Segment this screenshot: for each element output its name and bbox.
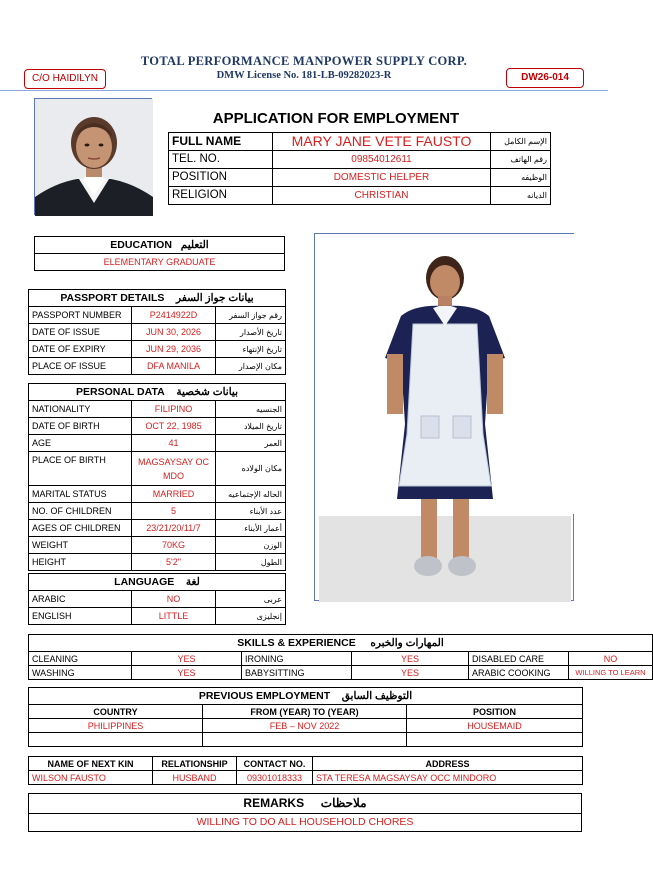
language-table bbox=[28, 573, 286, 625]
passport-row-value: JUN 29, 2036 bbox=[132, 341, 216, 358]
table-row bbox=[29, 757, 583, 771]
remarks-value: WILLING TO DO ALL HOUSEHOLD CHORES bbox=[29, 814, 582, 832]
skills-title: SKILLS & EXPERIENCE bbox=[237, 636, 356, 649]
table-row bbox=[29, 324, 286, 341]
personal-row-arabic: عدد الأبناء bbox=[216, 503, 286, 520]
previous-header bbox=[29, 688, 583, 705]
passport-row-arabic: تاريخ الإنتهاء bbox=[216, 341, 286, 358]
language-row-value: NO bbox=[132, 591, 216, 608]
table-row bbox=[29, 486, 286, 503]
personal-row-value: 5'2" bbox=[132, 554, 216, 571]
previous-cell bbox=[29, 733, 203, 747]
kin-column-header: ADDRESS bbox=[313, 757, 583, 771]
education-arabic: التعليم bbox=[180, 238, 209, 251]
headshot-photo bbox=[34, 98, 152, 215]
skills-arabic: المهارات والخبره bbox=[370, 636, 444, 649]
skill-label: BABYSITTING bbox=[242, 666, 352, 680]
education-value: ELEMENTARY GRADUATE bbox=[35, 254, 285, 271]
personal-row-arabic: الجنسيه bbox=[216, 401, 286, 418]
personal-row-value bbox=[132, 452, 216, 486]
kin-name: WILSON FAUSTO bbox=[29, 771, 153, 785]
skill-label: CLEANING bbox=[29, 652, 132, 666]
passport-row-arabic: تاريخ الأصدار bbox=[216, 324, 286, 341]
remarks-arabic: ملاحظات bbox=[320, 796, 367, 810]
table-row bbox=[29, 635, 653, 652]
personal-row-label: MARITAL STATUS bbox=[29, 486, 132, 503]
language-arabic: لغة bbox=[185, 575, 200, 588]
position-arabic: الوظيفه bbox=[491, 169, 551, 187]
full-name-arabic: الإسم الكامل bbox=[491, 133, 551, 151]
next-of-kin-table bbox=[28, 756, 583, 785]
passport-row-label: PLACE OF ISSUE bbox=[29, 358, 132, 375]
care-of-tag: C/O HAIDILYN bbox=[24, 69, 106, 89]
table-row bbox=[169, 133, 551, 151]
education-title: EDUCATION bbox=[110, 238, 172, 251]
table-row bbox=[29, 341, 286, 358]
personal-row-label: AGE bbox=[29, 435, 132, 452]
tel-label: TEL. NO. bbox=[169, 151, 273, 169]
passport-title: PASSPORT DETAILS bbox=[60, 291, 165, 304]
position-value: DOMESTIC HELPER bbox=[273, 169, 491, 187]
table-row bbox=[29, 574, 286, 591]
passport-row-value: JUN 30, 2026 bbox=[132, 324, 216, 341]
personal-data-table bbox=[28, 383, 286, 571]
page-title: APPLICATION FOR EMPLOYMENT bbox=[212, 110, 460, 127]
personal-title: PERSONAL DATA bbox=[75, 385, 165, 398]
table-row bbox=[29, 554, 286, 571]
personal-row-value: 70KG bbox=[132, 537, 216, 554]
language-row-arabic: إنجليزى bbox=[216, 608, 286, 625]
skill-label: DISABLED CARE bbox=[469, 652, 569, 666]
remarks-header bbox=[29, 794, 582, 814]
table-row bbox=[29, 384, 286, 401]
skill-label: ARABIC COOKING bbox=[469, 666, 569, 680]
main-info-table bbox=[168, 132, 551, 205]
kin-contact: 09301018333 bbox=[237, 771, 313, 785]
kin-relationship: HUSBAND bbox=[153, 771, 237, 785]
language-row-arabic: عربى bbox=[216, 591, 286, 608]
education-header bbox=[35, 237, 285, 254]
table-row bbox=[35, 254, 285, 271]
personal-row-value: MARRIED bbox=[132, 486, 216, 503]
education-table bbox=[34, 236, 285, 271]
personal-row-arabic: الوزن bbox=[216, 537, 286, 554]
header-divider bbox=[0, 90, 608, 91]
language-row-label: ENGLISH bbox=[29, 608, 132, 625]
religion-label: RELIGION bbox=[169, 187, 273, 205]
passport-row-value: P2414922D bbox=[132, 307, 216, 324]
previous-arabic: التوظيف السابق bbox=[341, 689, 413, 702]
table-row bbox=[29, 719, 583, 733]
table-row bbox=[29, 452, 286, 486]
personal-row-label: DATE OF BIRTH bbox=[29, 418, 132, 435]
passport-row-value: DFA MANILA bbox=[132, 358, 216, 375]
language-header bbox=[29, 574, 286, 591]
skill-value: NO bbox=[569, 652, 653, 666]
personal-row-label: PLACE OF BIRTH bbox=[29, 452, 132, 486]
personal-row-value: 23/21/20/11/7 bbox=[132, 520, 216, 537]
religion-arabic: الديانه bbox=[491, 187, 551, 205]
passport-row-label: PASSPORT NUMBER bbox=[29, 307, 132, 324]
skill-value: YES bbox=[352, 652, 469, 666]
table-row bbox=[169, 151, 551, 169]
table-row bbox=[29, 307, 286, 324]
personal-header bbox=[29, 384, 286, 401]
personal-row-label: NO. OF CHILDREN bbox=[29, 503, 132, 520]
table-row bbox=[29, 733, 583, 747]
table-row bbox=[29, 705, 583, 719]
personal-row-value: 5 bbox=[132, 503, 216, 520]
personal-row-label: AGES OF CHILDREN bbox=[29, 520, 132, 537]
skill-label: IRONING bbox=[242, 652, 352, 666]
personal-row-arabic: الطول bbox=[216, 554, 286, 571]
passport-row-label: DATE OF EXPIRY bbox=[29, 341, 132, 358]
tel-value: 09854012611 bbox=[273, 151, 491, 169]
table-row bbox=[29, 814, 582, 832]
skills-table bbox=[28, 634, 653, 680]
table-row bbox=[29, 401, 286, 418]
full-name-value: MARY JANE VETE FAUSTO bbox=[273, 133, 491, 151]
table-row bbox=[29, 520, 286, 537]
table-row bbox=[29, 503, 286, 520]
skills-header bbox=[29, 635, 653, 652]
place-of-birth-line-1: MAGSAYSAY OC bbox=[137, 456, 210, 467]
personal-arabic: بيانات شخصية bbox=[176, 385, 239, 398]
language-title: LANGUAGE bbox=[114, 575, 175, 588]
passport-arabic: بيانات جواز السفر bbox=[176, 291, 254, 304]
company-license: DMW License No. 181-LB-09282023-R bbox=[216, 70, 392, 81]
skill-value: YES bbox=[132, 652, 242, 666]
full-body-photo bbox=[314, 233, 574, 601]
personal-row-label: WEIGHT bbox=[29, 537, 132, 554]
table-row bbox=[29, 652, 653, 666]
previous-column-header: COUNTRY bbox=[29, 705, 203, 719]
table-row bbox=[29, 771, 583, 785]
previous-cell: PHILIPPINES bbox=[29, 719, 203, 733]
table-row bbox=[169, 187, 551, 205]
company-name: TOTAL PERFORMANCE MANPOWER SUPPLY CORP. bbox=[140, 54, 468, 68]
full-name-label: FULL NAME bbox=[169, 133, 273, 151]
table-row bbox=[29, 418, 286, 435]
personal-row-arabic: أعمار الأبناء bbox=[216, 520, 286, 537]
kin-column-header: RELATIONSHIP bbox=[153, 757, 237, 771]
previous-title: PREVIOUS EMPLOYMENT bbox=[198, 689, 331, 702]
religion-value: CHRISTIAN bbox=[273, 187, 491, 205]
passport-table bbox=[28, 289, 286, 375]
passport-row-arabic: رقم جواز السفر bbox=[216, 307, 286, 324]
table-row bbox=[29, 290, 286, 307]
table-row bbox=[29, 358, 286, 375]
personal-row-value: OCT 22, 1985 bbox=[132, 418, 216, 435]
table-row bbox=[29, 435, 286, 452]
personal-row-arabic: الحاله الإجتماعيه bbox=[216, 486, 286, 503]
previous-cell bbox=[203, 733, 407, 747]
kin-column-header: CONTACT NO. bbox=[237, 757, 313, 771]
personal-row-arabic: العمر bbox=[216, 435, 286, 452]
personal-row-arabic: تاريخ الميلاد bbox=[216, 418, 286, 435]
previous-cell: HOUSEMAID bbox=[407, 719, 583, 733]
table-row bbox=[29, 666, 653, 680]
previous-cell bbox=[407, 733, 583, 747]
table-row bbox=[35, 237, 285, 254]
passport-row-label: DATE OF ISSUE bbox=[29, 324, 132, 341]
place-of-birth-line-2: MDO bbox=[163, 470, 184, 481]
position-label: POSITION bbox=[169, 169, 273, 187]
previous-employment-table bbox=[28, 687, 583, 747]
table-row bbox=[29, 537, 286, 554]
table-row bbox=[29, 591, 286, 608]
table-row bbox=[29, 608, 286, 625]
personal-row-label: NATIONALITY bbox=[29, 401, 132, 418]
language-row-value: LITTLE bbox=[132, 608, 216, 625]
personal-row-arabic: مكان الولاده bbox=[216, 452, 286, 486]
passport-header bbox=[29, 290, 286, 307]
kin-column-header: NAME OF NEXT KIN bbox=[29, 757, 153, 771]
reference-code-tag: DW26-014 bbox=[506, 68, 584, 88]
previous-column-header: FROM (YEAR) TO (YEAR) bbox=[203, 705, 407, 719]
passport-row-arabic: مكان الإصدار bbox=[216, 358, 286, 375]
table-row bbox=[169, 169, 551, 187]
skill-value: YES bbox=[352, 666, 469, 680]
remarks-title: REMARKS bbox=[243, 796, 305, 810]
table-row bbox=[29, 794, 582, 814]
skill-value: WILLING TO LEARN bbox=[569, 666, 653, 680]
language-row-label: ARABIC bbox=[29, 591, 132, 608]
personal-row-value: FILIPINO bbox=[132, 401, 216, 418]
table-row bbox=[29, 688, 583, 705]
skill-label: WASHING bbox=[29, 666, 132, 680]
personal-row-label: HEIGHT bbox=[29, 554, 132, 571]
previous-cell: FEB – NOV 2022 bbox=[203, 719, 407, 733]
kin-address: STA TERESA MAGSAYSAY OCC MINDORO bbox=[313, 771, 583, 785]
skill-value: YES bbox=[132, 666, 242, 680]
previous-column-header: POSITION bbox=[407, 705, 583, 719]
tel-arabic: رقم الهاتف bbox=[491, 151, 551, 169]
remarks-table bbox=[28, 793, 582, 832]
personal-row-value: 41 bbox=[132, 435, 216, 452]
